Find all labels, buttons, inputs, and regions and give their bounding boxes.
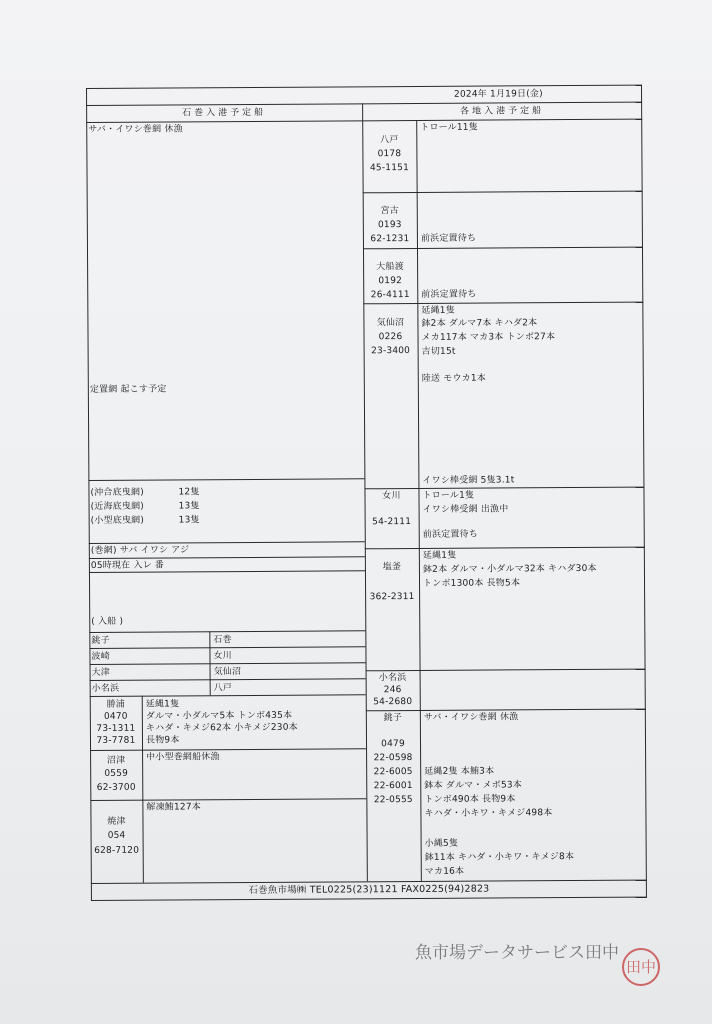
port-from: 小名浜 (91, 683, 120, 694)
port-from: 銚子 (91, 635, 110, 646)
port-code: 0193 (377, 220, 402, 231)
catch-line: 小縄5隻 (424, 838, 459, 849)
catch-line: 鉢11本 キハダ・小キワ・キメジ8本 (424, 852, 575, 863)
port-tel: 22-6001 (373, 781, 413, 792)
port-code: 0470 (103, 711, 128, 722)
catch-line: 鉢2本 ダルマ・小ダルマ32本 キハダ30本 (422, 563, 597, 575)
rule (86, 85, 642, 89)
port-tel: 62-1231 (370, 234, 410, 245)
catch-line: 中小型巻網船休漁 (146, 752, 220, 763)
port-name: 小名浜 (378, 673, 407, 684)
catch-line: 延縄2隻 本鮪3本 (424, 766, 495, 777)
port-tel: 22-6005 (373, 767, 413, 778)
port-code: 0192 (378, 276, 403, 287)
makiami-line: (巻網) サバ イワシ アジ (90, 545, 190, 556)
rule (363, 247, 643, 250)
catch-line: 鉢本 ダルマ・メボ53本 (424, 780, 523, 791)
rule (364, 487, 644, 490)
rule (89, 630, 365, 633)
port-name: 大船渡 (376, 262, 404, 273)
rule (363, 302, 643, 305)
port-from: 大津 (91, 667, 111, 678)
rule (366, 669, 646, 672)
rule (90, 798, 366, 801)
nyusen-label: ( 入船 ) (91, 616, 124, 627)
port-tel: 26-4111 (370, 290, 410, 301)
port-name: 勝浦 (106, 699, 126, 710)
rule (365, 547, 645, 550)
left-header: 石巻入港予定船 (182, 107, 267, 119)
catch-line: 前浜定置待ち (422, 529, 478, 540)
rule (90, 678, 366, 681)
port-name: 焼津 (107, 816, 126, 827)
rule (89, 646, 365, 649)
port-tel: 62-3700 (96, 782, 136, 793)
port-tel: 22-0555 (373, 795, 413, 806)
rule (90, 748, 366, 751)
port-code: 0559 (104, 768, 129, 779)
port-code: 054 (107, 830, 126, 841)
catch-line: トンボ490本 長物9本 (424, 794, 516, 805)
port-tel: 23-3400 (371, 346, 411, 357)
catch-line: トロール11隻 (420, 122, 478, 133)
catch-line: トンボ1300本 長物5本 (423, 578, 521, 589)
port-code: 0226 (378, 332, 403, 343)
rule (88, 478, 364, 481)
catch-line: 前浜定置待ち (421, 289, 477, 300)
catch-line: 延縄1隻 (145, 699, 180, 710)
right-header: 各地入港予定船 (460, 106, 545, 117)
handwritten-signature: 魚市場データサービス田中 (415, 943, 619, 963)
port-name: 八戸 (380, 135, 399, 146)
port-from: 波崎 (91, 651, 110, 662)
rule (89, 541, 365, 544)
catch-line: サバ・イワシ巻網 休漁 (423, 712, 519, 723)
catch-line: マカ16本 (424, 866, 465, 877)
rule (363, 191, 643, 194)
catch-line: 延縄1隻 (422, 550, 457, 561)
port-code: 0178 (377, 149, 402, 160)
port-tel: 362-2311 (369, 592, 415, 603)
trawl-count: 12隻 (178, 487, 200, 498)
rule (90, 694, 366, 697)
trawl-count: 13隻 (178, 515, 200, 526)
port-tel: 54-2680 (373, 697, 413, 708)
port-tel: 73-7781 (96, 735, 136, 746)
rule (641, 85, 647, 898)
trawl-name: (小型底曳網) (90, 515, 145, 526)
left-teichi: 定置網 起こす予定 (89, 384, 167, 395)
catch-line: メカ117本 マカ3本 トンボ27本 (421, 332, 556, 343)
port-tel: 628-7120 (94, 845, 140, 856)
port-name: 気仙沼 (376, 318, 405, 329)
jikoku-line: 05時現在 入レ 番 (90, 560, 165, 571)
port-name: 沼津 (106, 755, 126, 766)
port-name: 女川 (382, 491, 401, 502)
catch-line: イワシ棒受網 5隻3.1t (422, 475, 515, 486)
trawl-name: (沖合底曳網) (90, 487, 144, 498)
catch-line: 陸送 モウカ1本 (421, 373, 487, 384)
fish-market-report (86, 85, 647, 900)
catch-line: キハダ・キメジ62本 小キメジ230本 (145, 722, 298, 734)
port-to: 石巻 (213, 635, 232, 646)
trawl-count: 13隻 (178, 501, 200, 512)
catch-line: トロール1隻 (422, 490, 475, 501)
port-tel: 22-0598 (373, 753, 413, 764)
port-to: 女川 (213, 651, 232, 662)
rule (90, 662, 366, 665)
catch-line: 鉢2本 ダルマ7本 キハダ2本 (421, 318, 538, 329)
port-tel: 73-1311 (96, 723, 136, 734)
catch-line: 前浜定置待ち (420, 233, 477, 244)
port-tel: 45-1151 (369, 163, 410, 174)
report-date: 2024年 1月19日(金) (454, 89, 543, 100)
trawl-name: (近海底曳網) (90, 501, 145, 512)
footer-contact: 石巻魚市場㈱ TEL0225(23)1121 FAX0225(94)2823 (248, 883, 490, 897)
port-name: 銚子 (383, 713, 403, 724)
catch-line: キハダ・小キワ・キメジ498本 (424, 808, 553, 819)
port-code: 246 (383, 685, 402, 696)
catch-line: 延縄1隻 (421, 305, 455, 316)
catch-line: 解凍鮪127本 (146, 802, 202, 813)
port-name: 塩釜 (382, 562, 402, 573)
port-to: 気仙沼 (213, 667, 242, 678)
catch-line: ダルマ・小ダルマ5本 トンボ435本 (145, 710, 293, 722)
catch-line: 長物9本 (145, 735, 180, 746)
red-seal-stamp: 田中 (622, 948, 660, 986)
left-saba: サバ・イワシ巻網 休漁 (88, 124, 183, 135)
catch-line: イワシ棒受網 出漁中 (422, 504, 509, 515)
catch-line: 吉切15t (421, 346, 456, 357)
port-tel: 54-2111 (372, 517, 412, 528)
port-code: 0479 (381, 739, 405, 750)
port-to: 八戸 (213, 683, 233, 694)
port-name: 宮古 (380, 206, 399, 217)
